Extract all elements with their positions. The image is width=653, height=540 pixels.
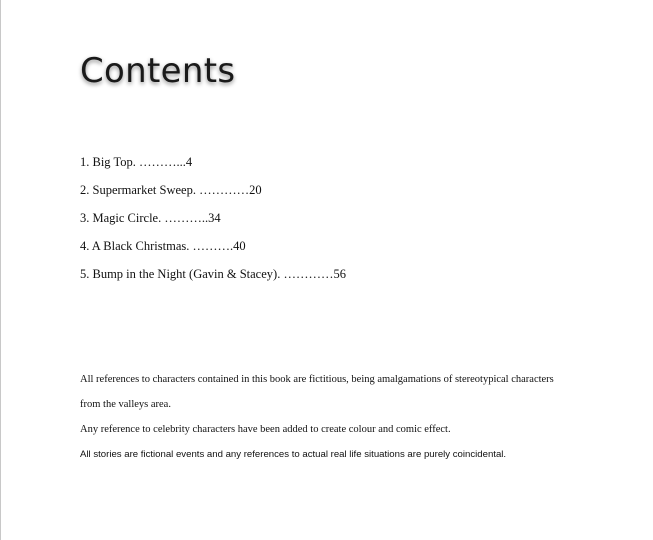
toc-entry-4: 4. A Black Christmas. ……….40 — [80, 239, 246, 253]
table-of-contents — [80, 153, 346, 287]
toc-entry-3: 3. Magic Circle. ………..34 — [80, 211, 221, 225]
disclaimer-line-3: Any reference to celebrity characters have been added to create colour and comic effect. — [80, 424, 451, 435]
toc-entry-1: 1. Big Top. ………...4 — [80, 155, 193, 169]
disclaimer-line-2: from the valleys area. — [80, 399, 171, 410]
disclaimer-line-4: All stories are fictional events and any references to actual real life situations are purely coincidental. — [80, 449, 507, 460]
toc-entry-5: 5. Bump in the Night (Gavin & Stacey). …………56 — [80, 267, 346, 281]
toc-entry-2: 2. Supermarket Sweep. …………20 — [80, 183, 262, 197]
disclaimer-line-1: All references to characters contained in this book are fictitious, being amalgamations of stereotypical characters — [80, 374, 554, 385]
contents-heading: Contents — [80, 51, 236, 91]
disclaimer-notes — [80, 372, 640, 463]
